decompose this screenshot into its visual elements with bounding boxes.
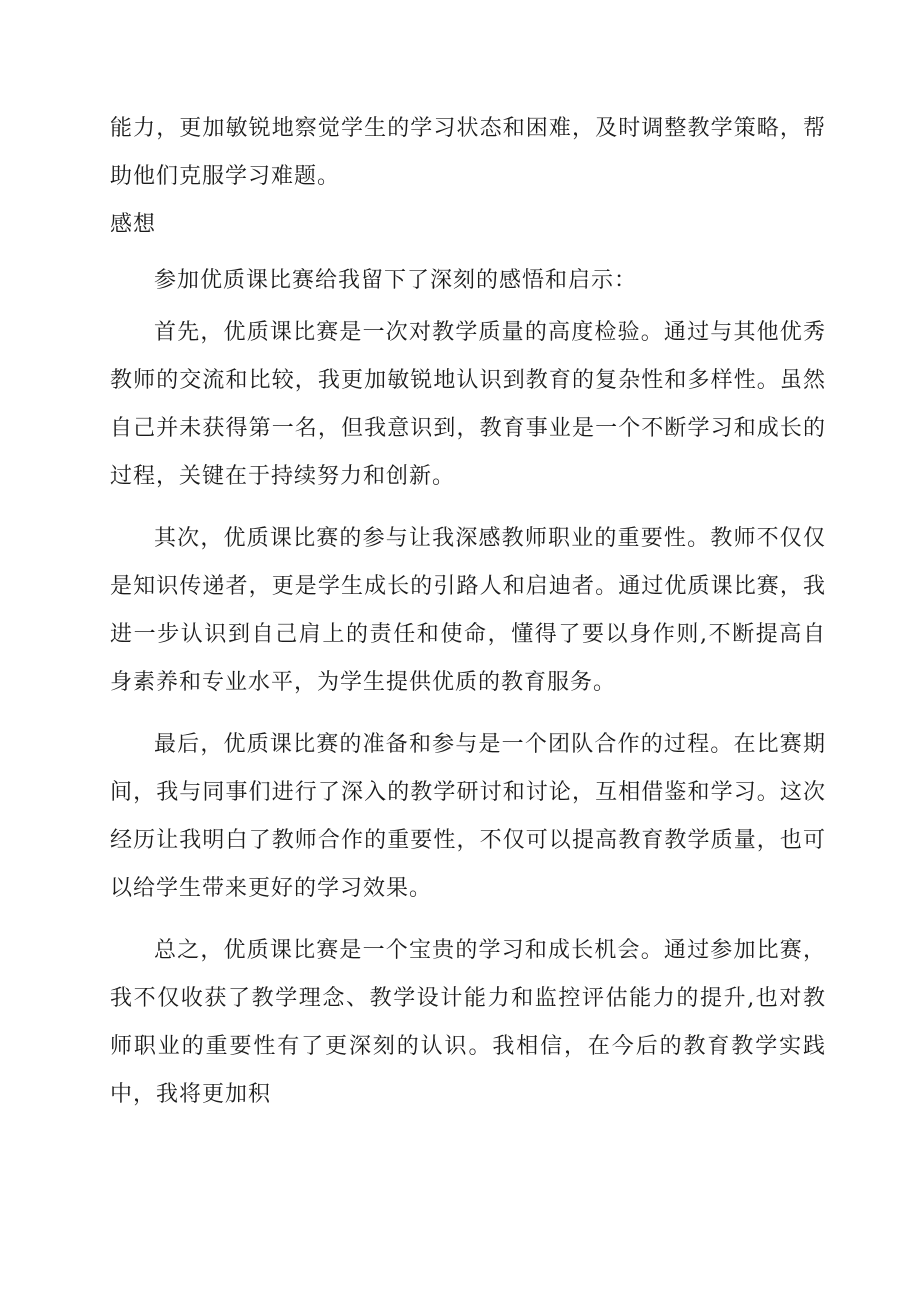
section-heading: 感想 [110, 212, 157, 237]
paragraph-last: 最后，优质课比赛的准备和参与是一个团队合作的过程。在比赛期间，我与同事们进行了深入的教学研讨和讨论，互相借鉴和学习。这次经历让我明白了教师合作的重要性，不仅可以提高教育教学质量，也可以给学生带来更好的学习效果。 [110, 732, 826, 901]
paragraph-summary: 总之，优质课比赛是一个宝贵的学习和成长机会。通过参加比赛，我不仅收获了教学理念、教学设计能力和监控评估能力的提升,也对教师职业的重要性有了更深刻的认识。我相信，在今后的教育教学实践中，我将更加积 [110, 938, 826, 1107]
intro-paragraph: 参加优质课比赛给我留下了深刻的感悟和启示： [154, 268, 638, 293]
document-body [110, 105, 826, 1119]
continuation-paragraph: 能力，更加敏锐地察觉学生的学习状态和困难，及时调整教学策略，帮助他们克服学习难题。 [110, 116, 826, 189]
paragraph-second: 其次，优质课比赛的参与让我深感教师职业的重要性。教师不仅仅是知识传递者，更是学生成长的引路人和启迪者。通过优质课比赛，我进一步认识到自己肩上的责任和使命，懂得了要以身作则,不断提高自身素养和专业水平，为学生提供优质的教育服务。 [110, 526, 826, 695]
paragraph-first: 首先，优质课比赛是一次对教学质量的高度检验。通过与其他优秀教师的交流和比较，我更加敏锐地认识到教育的复杂性和多样性。虽然自己并未获得第一名，但我意识到，教育事业是一个不断学习和成长的过程，关键在于持续努力和创新。 [110, 320, 826, 489]
